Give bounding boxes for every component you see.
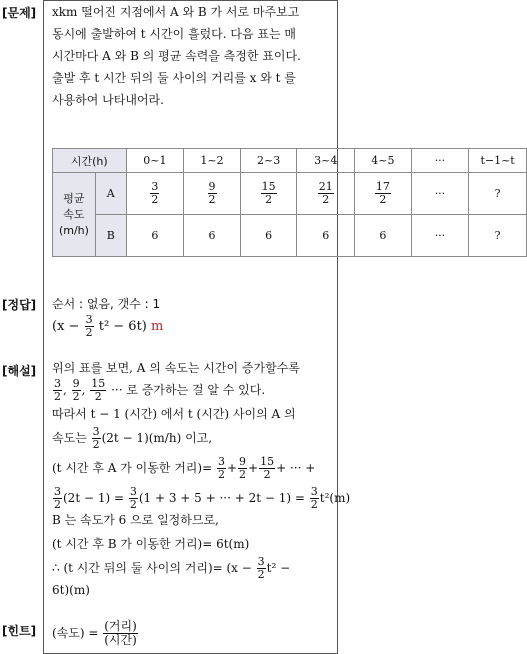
explanation-line: 위의 표를 보면, A 의 속도는 시간이 증가할수록 [52,361,300,375]
table-header-cell: ··· [411,149,468,173]
denominator: 2 [129,498,137,511]
numerator: 3 [54,485,61,498]
numerator: 15 [91,377,106,390]
explanation-label: [해설] [2,364,37,378]
hint-expression [52,620,139,647]
denominator: 2 [54,390,61,403]
table-cell [126,173,184,215]
denominator: 2 [265,193,273,206]
numerator: 15 [260,455,275,468]
table-header-cell: 0~1 [126,149,184,173]
numerator: 21 [318,180,333,193]
denominator: 2 [263,468,271,481]
divider [43,0,44,654]
table-header-cell: 2~3 [240,149,297,173]
hint-label: [힌트] [2,624,37,638]
denominator: 2 [208,193,216,206]
denominator: 2 [92,438,100,451]
problem-line: 사용하여 나타내어라. [52,93,164,107]
numerator: (거리) [104,619,137,633]
denominator: 2 [85,326,93,339]
table-cell: ? [469,173,527,215]
numerator: 3 [129,485,137,498]
table-header-cell: 4~5 [355,149,412,173]
expr-part: + ··· + [276,461,316,475]
table-cell [184,173,241,215]
expr-part: (속도) = [52,626,99,640]
table-header-cell: 3~4 [297,149,355,173]
denominator: 2 [257,568,265,581]
unit: m [151,319,164,334]
denominator: 2 [54,498,61,511]
answer-label: [정답] [2,298,37,312]
table-header-cell: 1~2 [184,149,241,173]
numerator: 3 [151,180,159,193]
problem-line: 시간마다 A 와 B 의 평균 속력을 측정한 표이다. [52,49,301,63]
denominator: 2 [151,193,159,206]
problem-line: xkm 떨어진 지점에서 A 와 B 가 서로 마주보고 [52,5,300,19]
explanation-line: 6t)(m) [52,583,90,597]
expr-part: ··· 로 증가하는 걸 알 수 있다. [111,383,266,397]
expr-part: (x − [52,319,80,334]
numerator: 9 [239,455,247,468]
numerator: 9 [72,377,80,390]
table-header-cell: t−1~t [469,149,527,173]
expr-part: 속도는 [52,431,87,445]
problem-line: 동시에 출발하여 t 시간이 흘렀다. 다음 표는 매 [52,27,296,41]
denominator: 2 [94,390,102,403]
table-cell: ? [469,215,527,257]
explanation-line [52,426,212,451]
numerator: 3 [257,555,265,568]
denominator: 2 [379,193,387,206]
explanation-line: 따라서 t − 1 (시간) 에서 t (시간) 사이의 A 의 [52,407,296,421]
table-cell: 6 [240,215,297,257]
denominator: 2 [310,498,318,511]
answer-meta: 순서 : 없음, 갯수 : 1 [52,297,161,311]
explanation-line: B 는 속도가 6 으로 일정하므로, [52,513,219,527]
numerator: 3 [217,455,225,468]
row-group-line: 평균 [63,191,85,205]
table-cell [240,173,297,215]
table-cell [355,173,412,215]
expr-part: (2t − 1) = [63,491,125,505]
denominator: 2 [239,468,247,481]
explanation-line [52,556,290,581]
problem-text [52,2,301,112]
expr-part: (1 + 3 + 5 + ··· + 2t − 1) = [138,491,305,505]
table-cell: ··· [411,173,468,215]
numerator: 15 [261,180,276,193]
denominator: 2 [322,193,330,206]
row-group-line: 속도 [63,207,85,221]
numerator: 17 [375,180,390,193]
numerator: 3 [92,425,100,438]
explanation-line: $\frac{3}{2}$ , $\frac{9}{2}$ , $\frac{15}{2}$ ··· 로 증가하는 걸 알 수 있다. [54,377,266,403]
table-cell: 6 [355,215,412,257]
numerator: 9 [208,180,216,193]
denominator: 2 [72,390,80,403]
expr-part: ∴ (t 시간 뒤의 둘 사이의 거리)= (x − [52,561,252,575]
problem-line: 출발 후 t 시간 뒤의 둘 사이의 거리를 x 와 t 를 [52,71,296,85]
row-group-line: (m/h) [58,223,89,237]
speed-table [52,148,527,257]
row-group-label [53,173,96,257]
table-corner: 시간(h) [53,149,127,173]
expr-part: (t 시간 후 A 가 이동한 거리)= [52,461,213,475]
table-cell: 6 [126,215,184,257]
answer-expression [52,314,163,339]
row-label-a: A [95,173,126,215]
expr-part: (2t − 1)(m/h) 이고, [101,431,213,445]
table-cell [297,173,355,215]
table-cell: 6 [297,215,355,257]
explanation-line: (t 시간 후 A 가 이동한 거리)= $\frac{3}{2}$ + $\frac{9}{2}$ + $\frac{15}{2}$ + ··· + [52,455,316,481]
problem-label: [문제] [2,6,37,20]
divider [43,0,338,1]
expr-part: t² − [266,561,291,575]
denominator: (시간) [104,633,137,647]
denominator: 2 [217,468,225,481]
explanation-line: (t 시간 후 B 가 이동한 거리)= 6t(m) [52,537,250,551]
explanation-line [52,486,350,511]
table-cell: ··· [411,215,468,257]
expr-part: t²(m) [319,491,351,505]
table-cell: 6 [184,215,241,257]
numerator: 3 [54,377,61,390]
divider [337,0,338,654]
numerator: 3 [85,313,93,326]
expr-part: t² − 6t) [98,319,147,334]
numerator: 3 [310,485,318,498]
row-label-b: B [95,215,126,257]
